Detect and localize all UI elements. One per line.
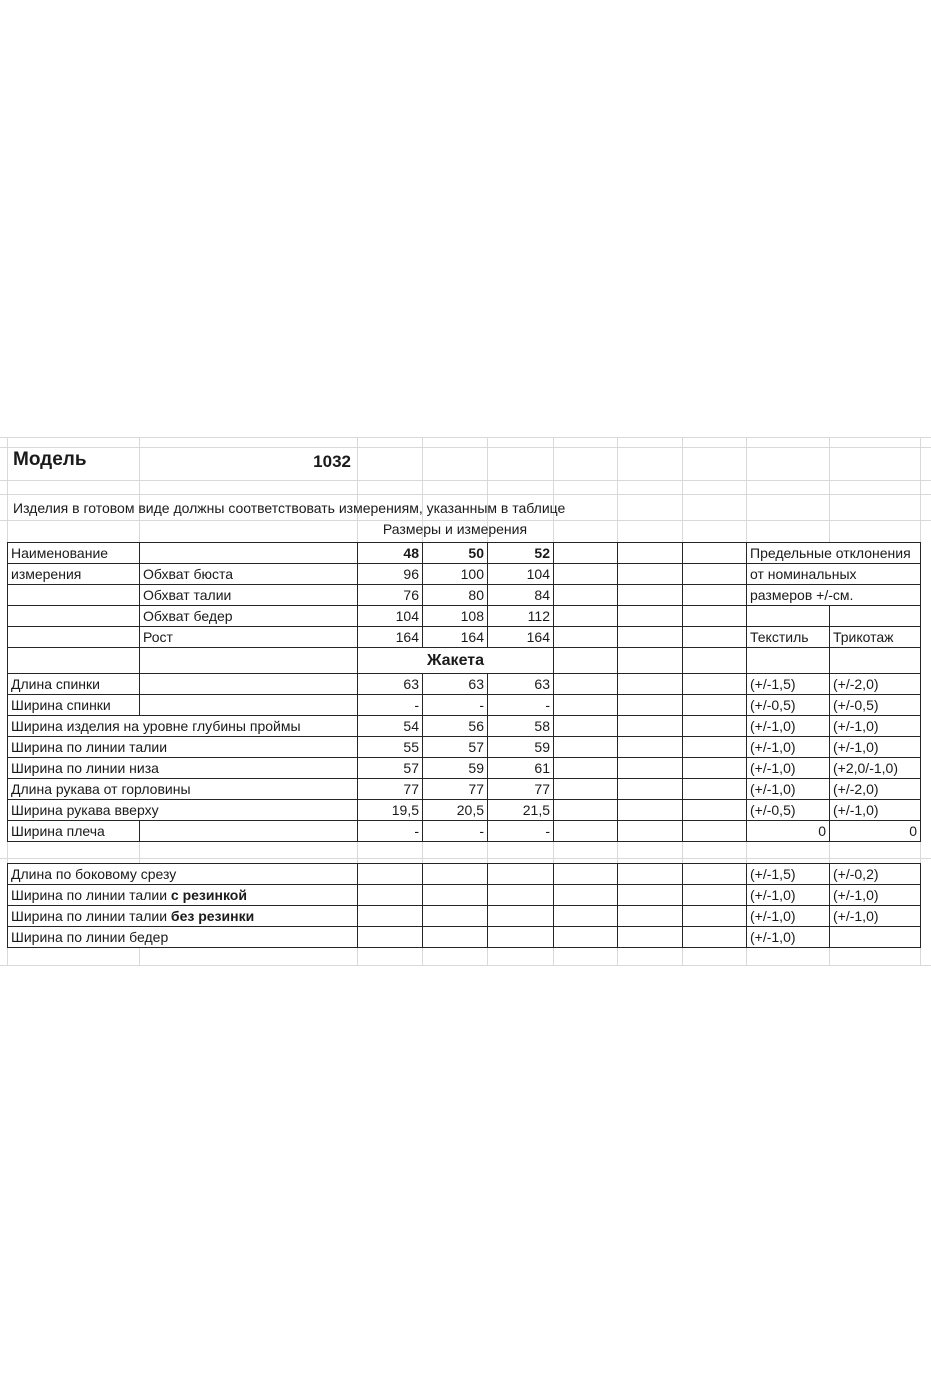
section-title: Жакета xyxy=(358,648,554,674)
empty-cell xyxy=(683,627,747,648)
value-cell: - xyxy=(358,695,423,716)
value-cell: 63 xyxy=(488,674,554,695)
empty-cell xyxy=(423,864,488,885)
textile-tolerance: 0 xyxy=(747,821,830,842)
knit-tolerance: (+/-2,0) xyxy=(830,674,921,695)
value-cell: 61 xyxy=(488,758,554,779)
measure-label: Ширина по линии талии xyxy=(8,737,358,758)
empty-cell xyxy=(140,543,358,564)
value-cell: 57 xyxy=(358,758,423,779)
empty-cell xyxy=(554,864,618,885)
empty-cell xyxy=(747,648,830,674)
size-chart-table xyxy=(7,542,921,842)
empty-cell xyxy=(554,906,618,927)
empty-cell xyxy=(554,627,618,648)
knit-tolerance: (+/-0,2) xyxy=(830,864,921,885)
empty-cell xyxy=(488,864,554,885)
value-cell: - xyxy=(423,695,488,716)
empty-cell xyxy=(683,674,747,695)
table-row xyxy=(8,674,921,695)
knit-tolerance: (+/-1,0) xyxy=(830,800,921,821)
value-cell: 19,5 xyxy=(358,800,423,821)
value-cell: - xyxy=(488,821,554,842)
empty-cell xyxy=(554,606,618,627)
empty-cell xyxy=(358,927,423,948)
empty-cell xyxy=(683,927,747,948)
empty-cell xyxy=(554,674,618,695)
knit-tolerance xyxy=(830,927,921,948)
value-cell: 164 xyxy=(423,627,488,648)
tolerance-header: размеров +/-см. xyxy=(747,585,921,606)
knit-tolerance: (+/-1,0) xyxy=(830,906,921,927)
empty-cell xyxy=(554,564,618,585)
textile-tolerance: (+/-0,5) xyxy=(747,800,830,821)
empty-cell xyxy=(618,543,683,564)
knit-tolerance: (+/-1,0) xyxy=(830,716,921,737)
table-row xyxy=(8,648,921,674)
empty-cell xyxy=(358,885,423,906)
measure-label: Обхват бедер xyxy=(140,606,358,627)
empty-cell xyxy=(554,543,618,564)
empty-cell xyxy=(554,885,618,906)
table-row xyxy=(8,821,921,842)
size-header: 48 xyxy=(358,543,423,564)
empty-cell xyxy=(830,648,921,674)
empty-cell xyxy=(554,800,618,821)
textile-tolerance: (+/-1,0) xyxy=(747,885,830,906)
empty-cell xyxy=(140,674,358,695)
value-cell: 164 xyxy=(488,627,554,648)
empty-cell xyxy=(683,648,747,674)
value-cell: 80 xyxy=(423,585,488,606)
empty-cell xyxy=(358,906,423,927)
label-text: Ширина по линии талии xyxy=(11,887,171,903)
empty-cell xyxy=(618,585,683,606)
empty-cell xyxy=(683,800,747,821)
empty-cell xyxy=(683,695,747,716)
empty-cell xyxy=(358,864,423,885)
table-row xyxy=(8,716,921,737)
label-text: Ширина по линии талии xyxy=(11,908,171,924)
empty-cell xyxy=(554,716,618,737)
empty-cell xyxy=(618,716,683,737)
empty-cell xyxy=(554,758,618,779)
empty-cell xyxy=(683,543,747,564)
empty-cell xyxy=(618,906,683,927)
empty-cell xyxy=(683,906,747,927)
table-row xyxy=(8,606,921,627)
textile-tolerance: (+/-1,0) xyxy=(747,737,830,758)
tolerance-header: Предельные отклонения xyxy=(747,543,921,564)
empty-cell xyxy=(683,779,747,800)
extra-measurements-table xyxy=(7,863,921,948)
value-cell: 57 xyxy=(423,737,488,758)
empty-cell xyxy=(618,821,683,842)
empty-cell xyxy=(683,564,747,585)
table-row xyxy=(8,737,921,758)
empty-cell xyxy=(554,737,618,758)
value-cell: 20,5 xyxy=(423,800,488,821)
table-row xyxy=(8,927,921,948)
gridline xyxy=(0,965,931,966)
measure-label: Ширина по линии низа xyxy=(8,758,358,779)
value-cell: 59 xyxy=(488,737,554,758)
empty-cell xyxy=(618,648,683,674)
empty-cell xyxy=(618,758,683,779)
value-cell: 58 xyxy=(488,716,554,737)
value-cell: 164 xyxy=(358,627,423,648)
value-cell: 104 xyxy=(488,564,554,585)
table-row xyxy=(8,758,921,779)
table-row xyxy=(8,864,921,885)
empty-cell xyxy=(488,906,554,927)
value-cell: 54 xyxy=(358,716,423,737)
measure-label xyxy=(8,885,358,906)
table-row xyxy=(8,564,921,585)
empty-cell xyxy=(140,648,358,674)
measure-label xyxy=(8,864,358,885)
empty-cell xyxy=(554,648,618,674)
empty-cell xyxy=(554,585,618,606)
label-bold-text: с резинкой xyxy=(170,887,247,903)
measure-label: Длина рукава от горловины xyxy=(8,779,358,800)
empty-cell xyxy=(8,606,140,627)
value-cell: 77 xyxy=(358,779,423,800)
empty-cell xyxy=(554,695,618,716)
table-row xyxy=(8,779,921,800)
knit-tolerance: 0 xyxy=(830,821,921,842)
table-row xyxy=(8,627,921,648)
label-bold-text: без резинки xyxy=(170,908,255,924)
measure-label: Обхват бюста xyxy=(140,564,358,585)
empty-cell xyxy=(618,674,683,695)
empty-cell xyxy=(683,864,747,885)
model-number: 1032 xyxy=(313,452,351,471)
empty-cell xyxy=(488,927,554,948)
measure-label: Ширина спинки xyxy=(8,695,140,716)
empty-cell xyxy=(618,864,683,885)
empty-cell xyxy=(747,606,830,627)
table-row xyxy=(8,543,921,564)
value-cell: - xyxy=(423,821,488,842)
knit-tolerance: (+/-0,5) xyxy=(830,695,921,716)
table-row xyxy=(8,885,921,906)
knit-tolerance: (+2,0/-1,0) xyxy=(830,758,921,779)
value-cell: 108 xyxy=(423,606,488,627)
measure-label: Ширина изделия на уровне глубины проймы xyxy=(8,716,358,737)
empty-cell xyxy=(554,779,618,800)
value-cell: 59 xyxy=(423,758,488,779)
label-text: Ширина по линии бедер xyxy=(11,929,169,945)
empty-cell xyxy=(8,585,140,606)
textile-tolerance: (+/-1,0) xyxy=(747,906,830,927)
note-text: Изделия в готовом виде должны соответствовать измерениям, указанным в таблице xyxy=(13,500,566,516)
label-text: Длина по боковому срезу xyxy=(11,866,177,882)
table-subtitle: Размеры и измерения xyxy=(382,521,528,537)
knit-col-header: Трикотаж xyxy=(830,627,921,648)
measure-label: Длина спинки xyxy=(8,674,140,695)
value-cell: 104 xyxy=(358,606,423,627)
empty-cell xyxy=(830,606,921,627)
textile-tolerance: (+/-1,0) xyxy=(747,758,830,779)
value-cell: 21,5 xyxy=(488,800,554,821)
value-cell: 100 xyxy=(423,564,488,585)
empty-cell xyxy=(618,800,683,821)
textile-tolerance: (+/-1,0) xyxy=(747,716,830,737)
table-row xyxy=(8,695,921,716)
empty-cell xyxy=(554,927,618,948)
size-header: 52 xyxy=(488,543,554,564)
knit-tolerance: (+/-1,0) xyxy=(830,737,921,758)
empty-cell xyxy=(8,627,140,648)
measure-label xyxy=(8,927,358,948)
empty-cell xyxy=(423,885,488,906)
empty-cell xyxy=(8,648,140,674)
value-cell: 63 xyxy=(358,674,423,695)
value-cell: - xyxy=(488,695,554,716)
textile-tolerance: (+/-1,0) xyxy=(747,927,830,948)
measure-label xyxy=(8,906,358,927)
value-cell: 63 xyxy=(423,674,488,695)
table-row xyxy=(8,585,921,606)
empty-cell xyxy=(683,737,747,758)
empty-cell xyxy=(618,564,683,585)
value-cell: 56 xyxy=(423,716,488,737)
table-row xyxy=(8,800,921,821)
empty-cell xyxy=(618,606,683,627)
empty-cell xyxy=(683,758,747,779)
empty-cell xyxy=(618,737,683,758)
empty-cell xyxy=(140,695,358,716)
empty-cell xyxy=(423,927,488,948)
empty-cell xyxy=(488,885,554,906)
empty-cell xyxy=(140,821,358,842)
value-cell: 84 xyxy=(488,585,554,606)
textile-col-header: Текстиль xyxy=(747,627,830,648)
value-cell: 96 xyxy=(358,564,423,585)
knit-tolerance: (+/-1,0) xyxy=(830,885,921,906)
empty-cell xyxy=(618,885,683,906)
value-cell: 55 xyxy=(358,737,423,758)
empty-cell xyxy=(683,585,747,606)
empty-cell xyxy=(618,627,683,648)
knit-tolerance: (+/-2,0) xyxy=(830,779,921,800)
empty-cell xyxy=(683,716,747,737)
row-group-header: измерения xyxy=(8,564,140,585)
empty-cell xyxy=(683,821,747,842)
value-cell: 77 xyxy=(423,779,488,800)
empty-cell xyxy=(618,779,683,800)
empty-cell xyxy=(618,695,683,716)
measure-label: Ширина плеча xyxy=(8,821,140,842)
textile-tolerance: (+/-0,5) xyxy=(747,695,830,716)
value-cell: 76 xyxy=(358,585,423,606)
value-cell: - xyxy=(358,821,423,842)
textile-tolerance: (+/-1,5) xyxy=(747,864,830,885)
table-row xyxy=(8,906,921,927)
value-cell: 77 xyxy=(488,779,554,800)
textile-tolerance: (+/-1,0) xyxy=(747,779,830,800)
empty-cell xyxy=(554,821,618,842)
empty-cell xyxy=(423,906,488,927)
empty-cell xyxy=(618,927,683,948)
measure-label: Ширина рукава вверху xyxy=(8,800,358,821)
empty-cell xyxy=(683,606,747,627)
textile-tolerance: (+/-1,5) xyxy=(747,674,830,695)
row-group-header: Наименование xyxy=(8,543,140,564)
size-header: 50 xyxy=(423,543,488,564)
model-label: Модель xyxy=(13,449,87,470)
measure-label: Обхват талии xyxy=(140,585,358,606)
value-cell: 112 xyxy=(488,606,554,627)
empty-cell xyxy=(683,885,747,906)
tolerance-header: от номинальных xyxy=(747,564,921,585)
measure-label: Рост xyxy=(140,627,358,648)
